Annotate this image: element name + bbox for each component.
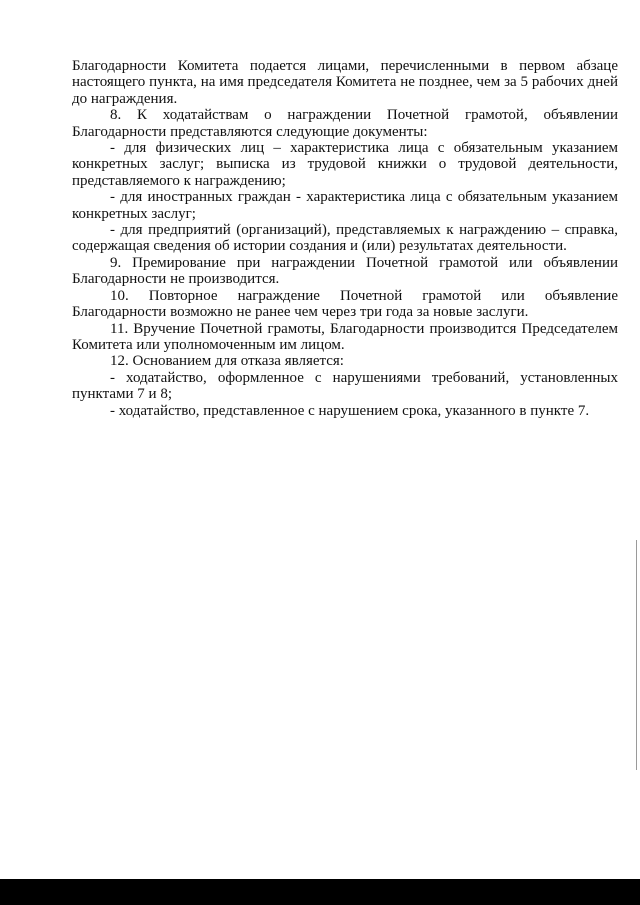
paragraph-item-8-enterprises: - для предприятий (организаций), представляемых к награждению – справка, содержащая сведения об истории создания и (или) результатах деятельности. <box>72 222 618 255</box>
paragraph-item-9: 9. Премирование при награждении Почетной грамотой или объявлении Благодарности не производится. <box>72 254 618 288</box>
paragraph-item-12: 12. Основанием для отказа является: <box>110 353 344 370</box>
paragraph-item-8-foreigners: - для иностранных граждан - характеристика лица с обязательным указанием конкретных заслуг; <box>72 189 618 222</box>
scan-edge-line <box>636 540 637 770</box>
paragraph-item-12-violations: - ходатайство, оформленное с нарушениями требований, установленных пунктами 7 и 8; <box>72 369 618 403</box>
paragraph-item-8-individuals: - для физических лиц – характеристика лица с обязательным указанием конкретных заслуг; выписка из трудовой книжки о трудовой деятельности, представляемого к награждению; <box>72 140 618 189</box>
paragraph-item-10: 10. Повторное награждение Почетной грамотой или объявление Благодарности возможно не ранее чем через три года за новые заслуги. <box>72 287 618 321</box>
paragraph-item-12-deadline: - ходатайство, представленное с нарушением срока, указанного в пункте 7. <box>110 402 590 419</box>
paragraph-item-11: 11. Вручение Почетной грамоты, Благодарности производится Председателем Комитета или уполномоченным им лицом. <box>72 320 618 353</box>
paragraph-continuation: Благодарности Комитета подается лицами, перечисленными в первом абзаце настоящего пункта, на имя председателя Комитета не позднее, чем за 5 рабочих дней до награждения. <box>72 58 618 107</box>
document-body <box>72 58 618 419</box>
paragraph-item-8: 8. К ходатайствам о награждении Почетной грамотой, объявлении Благодарности представляются следующие документы: <box>72 107 618 140</box>
scan-bottom-bar <box>0 879 640 905</box>
